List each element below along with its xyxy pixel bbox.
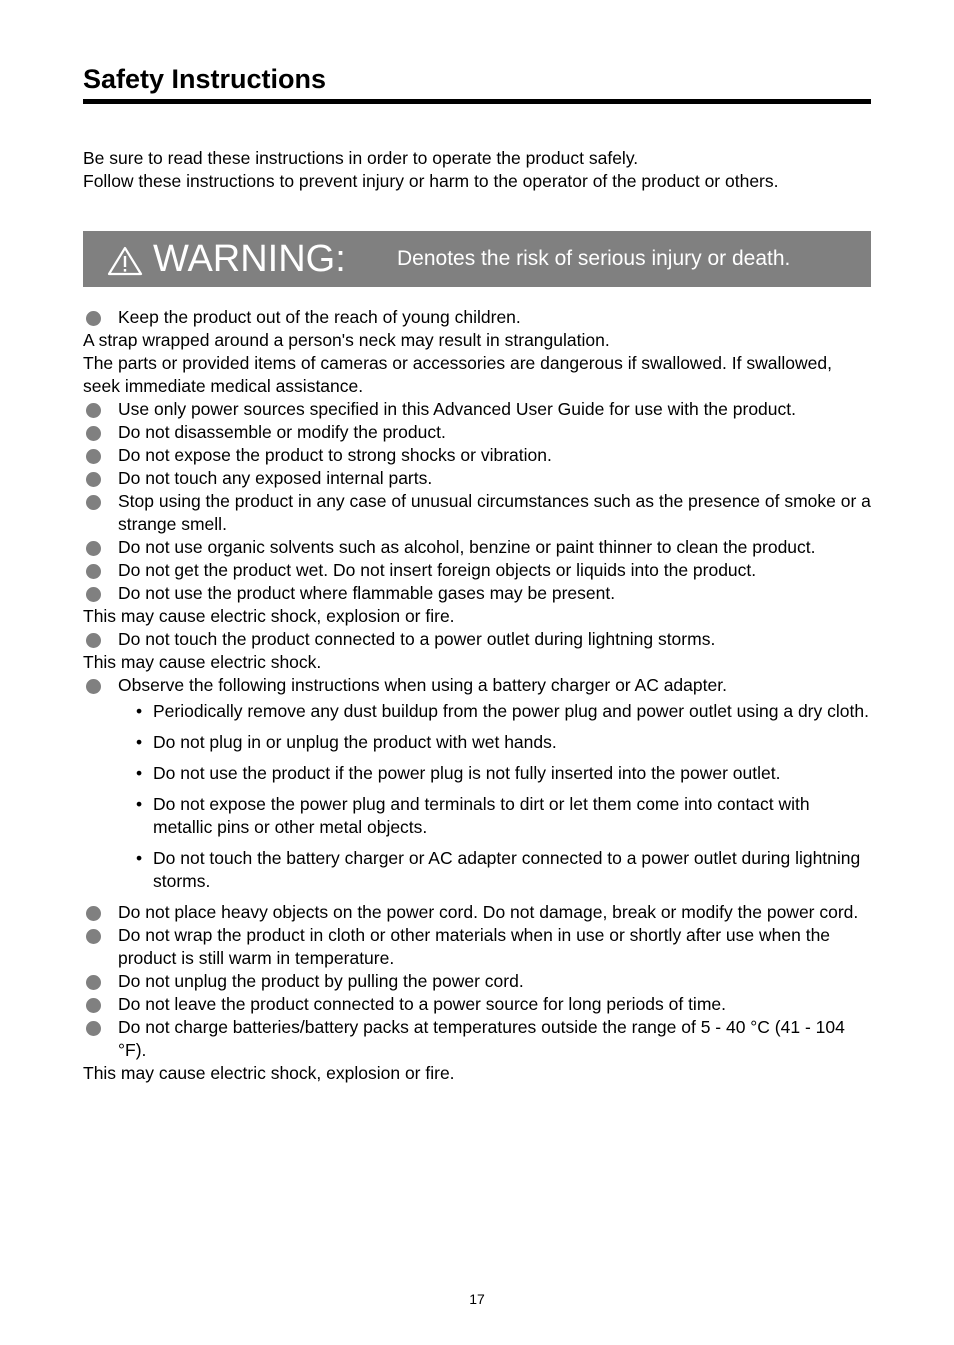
- bullet-text: Observe the following instructions when using a battery charger or AC adapter.: [118, 675, 727, 695]
- bullet-item: [83, 467, 873, 490]
- bullet-item: [83, 398, 873, 421]
- bullet-dot-icon: [86, 633, 101, 648]
- bullet-text: Do not use organic solvents such as alcohol, benzine or paint thinner to clean the product.: [118, 537, 816, 557]
- bullet-text: Stop using the product in any case of unusual circumstances such as the presence of smoke or a strange smell.: [118, 491, 871, 534]
- bullet-text: Do not leave the product connected to a power source for long periods of time.: [118, 994, 726, 1014]
- bullet-dot-icon: [86, 906, 101, 921]
- sub-item-text: Do not plug in or unplug the product with wet hands.: [153, 732, 557, 752]
- bullet-item: [83, 490, 873, 536]
- bullet-item: [83, 901, 873, 924]
- bullet-dot-icon: [86, 495, 101, 510]
- sub-list-item: [136, 847, 873, 893]
- bullet-text: Do not get the product wet. Do not insert foreign objects or liquids into the product.: [118, 560, 757, 580]
- bullet-item: [83, 536, 873, 559]
- bullet-dot-icon: [86, 449, 101, 464]
- bullet-dot-icon: [86, 403, 101, 418]
- sub-item-text: Periodically remove any dust buildup from the power plug and power outlet using a dry cloth.: [153, 701, 869, 721]
- small-bullet-icon: •: [136, 763, 143, 783]
- sub-item-text: Do not use the product if the power plug is not fully inserted into the power outlet.: [153, 763, 781, 783]
- bullet-text: Do not place heavy objects on the power cord. Do not damage, break or modify the power cord.: [118, 902, 859, 922]
- bullet-dot-icon: [86, 541, 101, 556]
- small-bullet-icon: •: [136, 794, 143, 814]
- bullet-text: Use only power sources specified in this Advanced User Guide for use with the product.: [118, 399, 796, 419]
- note-text: This may cause electric shock.: [83, 652, 322, 672]
- warning-triangle-icon: [107, 246, 143, 276]
- page-title: Safety Instructions: [83, 64, 327, 94]
- bullet-item: [83, 628, 873, 651]
- bullet-item: [83, 421, 873, 444]
- bullet-dot-icon: [86, 311, 101, 326]
- bullet-dot-icon: [86, 929, 101, 944]
- bullet-item: [83, 1016, 873, 1062]
- small-bullet-icon: •: [136, 701, 143, 721]
- bullet-text: Do not charge batteries/battery packs at temperatures outside the range of 5 - 40 °C (41 - 104 °F).: [118, 1017, 845, 1060]
- bullet-item: [83, 993, 873, 1016]
- note-text: A strap wrapped around a person's neck may result in strangulation.: [83, 330, 610, 350]
- note-text: This may cause electric shock, explosion or fire.: [83, 1063, 455, 1083]
- small-bullet-icon: •: [136, 732, 143, 752]
- bullet-dot-icon: [86, 564, 101, 579]
- bullet-dot-icon: [86, 472, 101, 487]
- intro-line: Follow these instructions to prevent injury or harm to the operator of the product or others.: [83, 171, 779, 191]
- bullet-text: Do not use the product where flammable gases may be present.: [118, 583, 616, 603]
- sub-list-item: [136, 731, 873, 754]
- sub-list-item: [136, 793, 873, 839]
- warning-description: Denotes the risk of serious injury or death.: [397, 247, 791, 270]
- warning-label: WARNING:: [153, 238, 346, 280]
- sub-item-text: Do not expose the power plug and terminals to dirt or let them come into contact with metallic pins or other metal objects.: [153, 794, 810, 837]
- bullet-item: [83, 444, 873, 467]
- bullet-dot-icon: [86, 426, 101, 441]
- bullet-text: Do not wrap the product in cloth or other materials when in use or shortly after use when the product is still warm in temperature.: [118, 925, 831, 968]
- page-number: 17: [469, 1291, 485, 1307]
- bullet-dot-icon: [86, 679, 101, 694]
- intro-text: [83, 147, 883, 193]
- small-bullet-icon: •: [136, 848, 143, 868]
- note-text: This may cause electric shock, explosion or fire.: [83, 606, 455, 626]
- bullet-dot-icon: [86, 587, 101, 602]
- bullet-item: [83, 970, 873, 993]
- bullet-item: [83, 306, 873, 329]
- bullet-text: Do not unplug the product by pulling the power cord.: [118, 971, 524, 991]
- bullet-dot-icon: [86, 1021, 101, 1036]
- bullet-text: Do not touch the product connected to a power outlet during lightning storms.: [118, 629, 716, 649]
- bullet-text: Do not touch any exposed internal parts.: [118, 468, 433, 488]
- bullet-item: [83, 559, 873, 582]
- warning-banner: [83, 231, 871, 287]
- bullet-dot-icon: [86, 998, 101, 1013]
- sub-list-item: [136, 762, 873, 785]
- bullet-text: Do not expose the product to strong shocks or vibration.: [118, 445, 552, 465]
- bullet-item: [83, 582, 873, 605]
- bullet-item: [83, 674, 873, 697]
- sub-list-item: [136, 700, 873, 723]
- bullet-text: Keep the product out of the reach of young children.: [118, 307, 521, 327]
- bullet-text: Do not disassemble or modify the product.: [118, 422, 446, 442]
- safety-list: [83, 306, 873, 1085]
- sub-list: [83, 700, 873, 893]
- bullet-item: [83, 924, 873, 970]
- note-text: The parts or provided items of cameras or accessories are dangerous if swallowed. If swallowed, seek immediate medical assistance.: [83, 353, 832, 396]
- title-rule: [83, 99, 871, 104]
- sub-item-text: Do not touch the battery charger or AC adapter connected to a power outlet during lightning storms.: [153, 848, 861, 891]
- intro-line: Be sure to read these instructions in order to operate the product safely.: [83, 148, 639, 168]
- bullet-dot-icon: [86, 975, 101, 990]
